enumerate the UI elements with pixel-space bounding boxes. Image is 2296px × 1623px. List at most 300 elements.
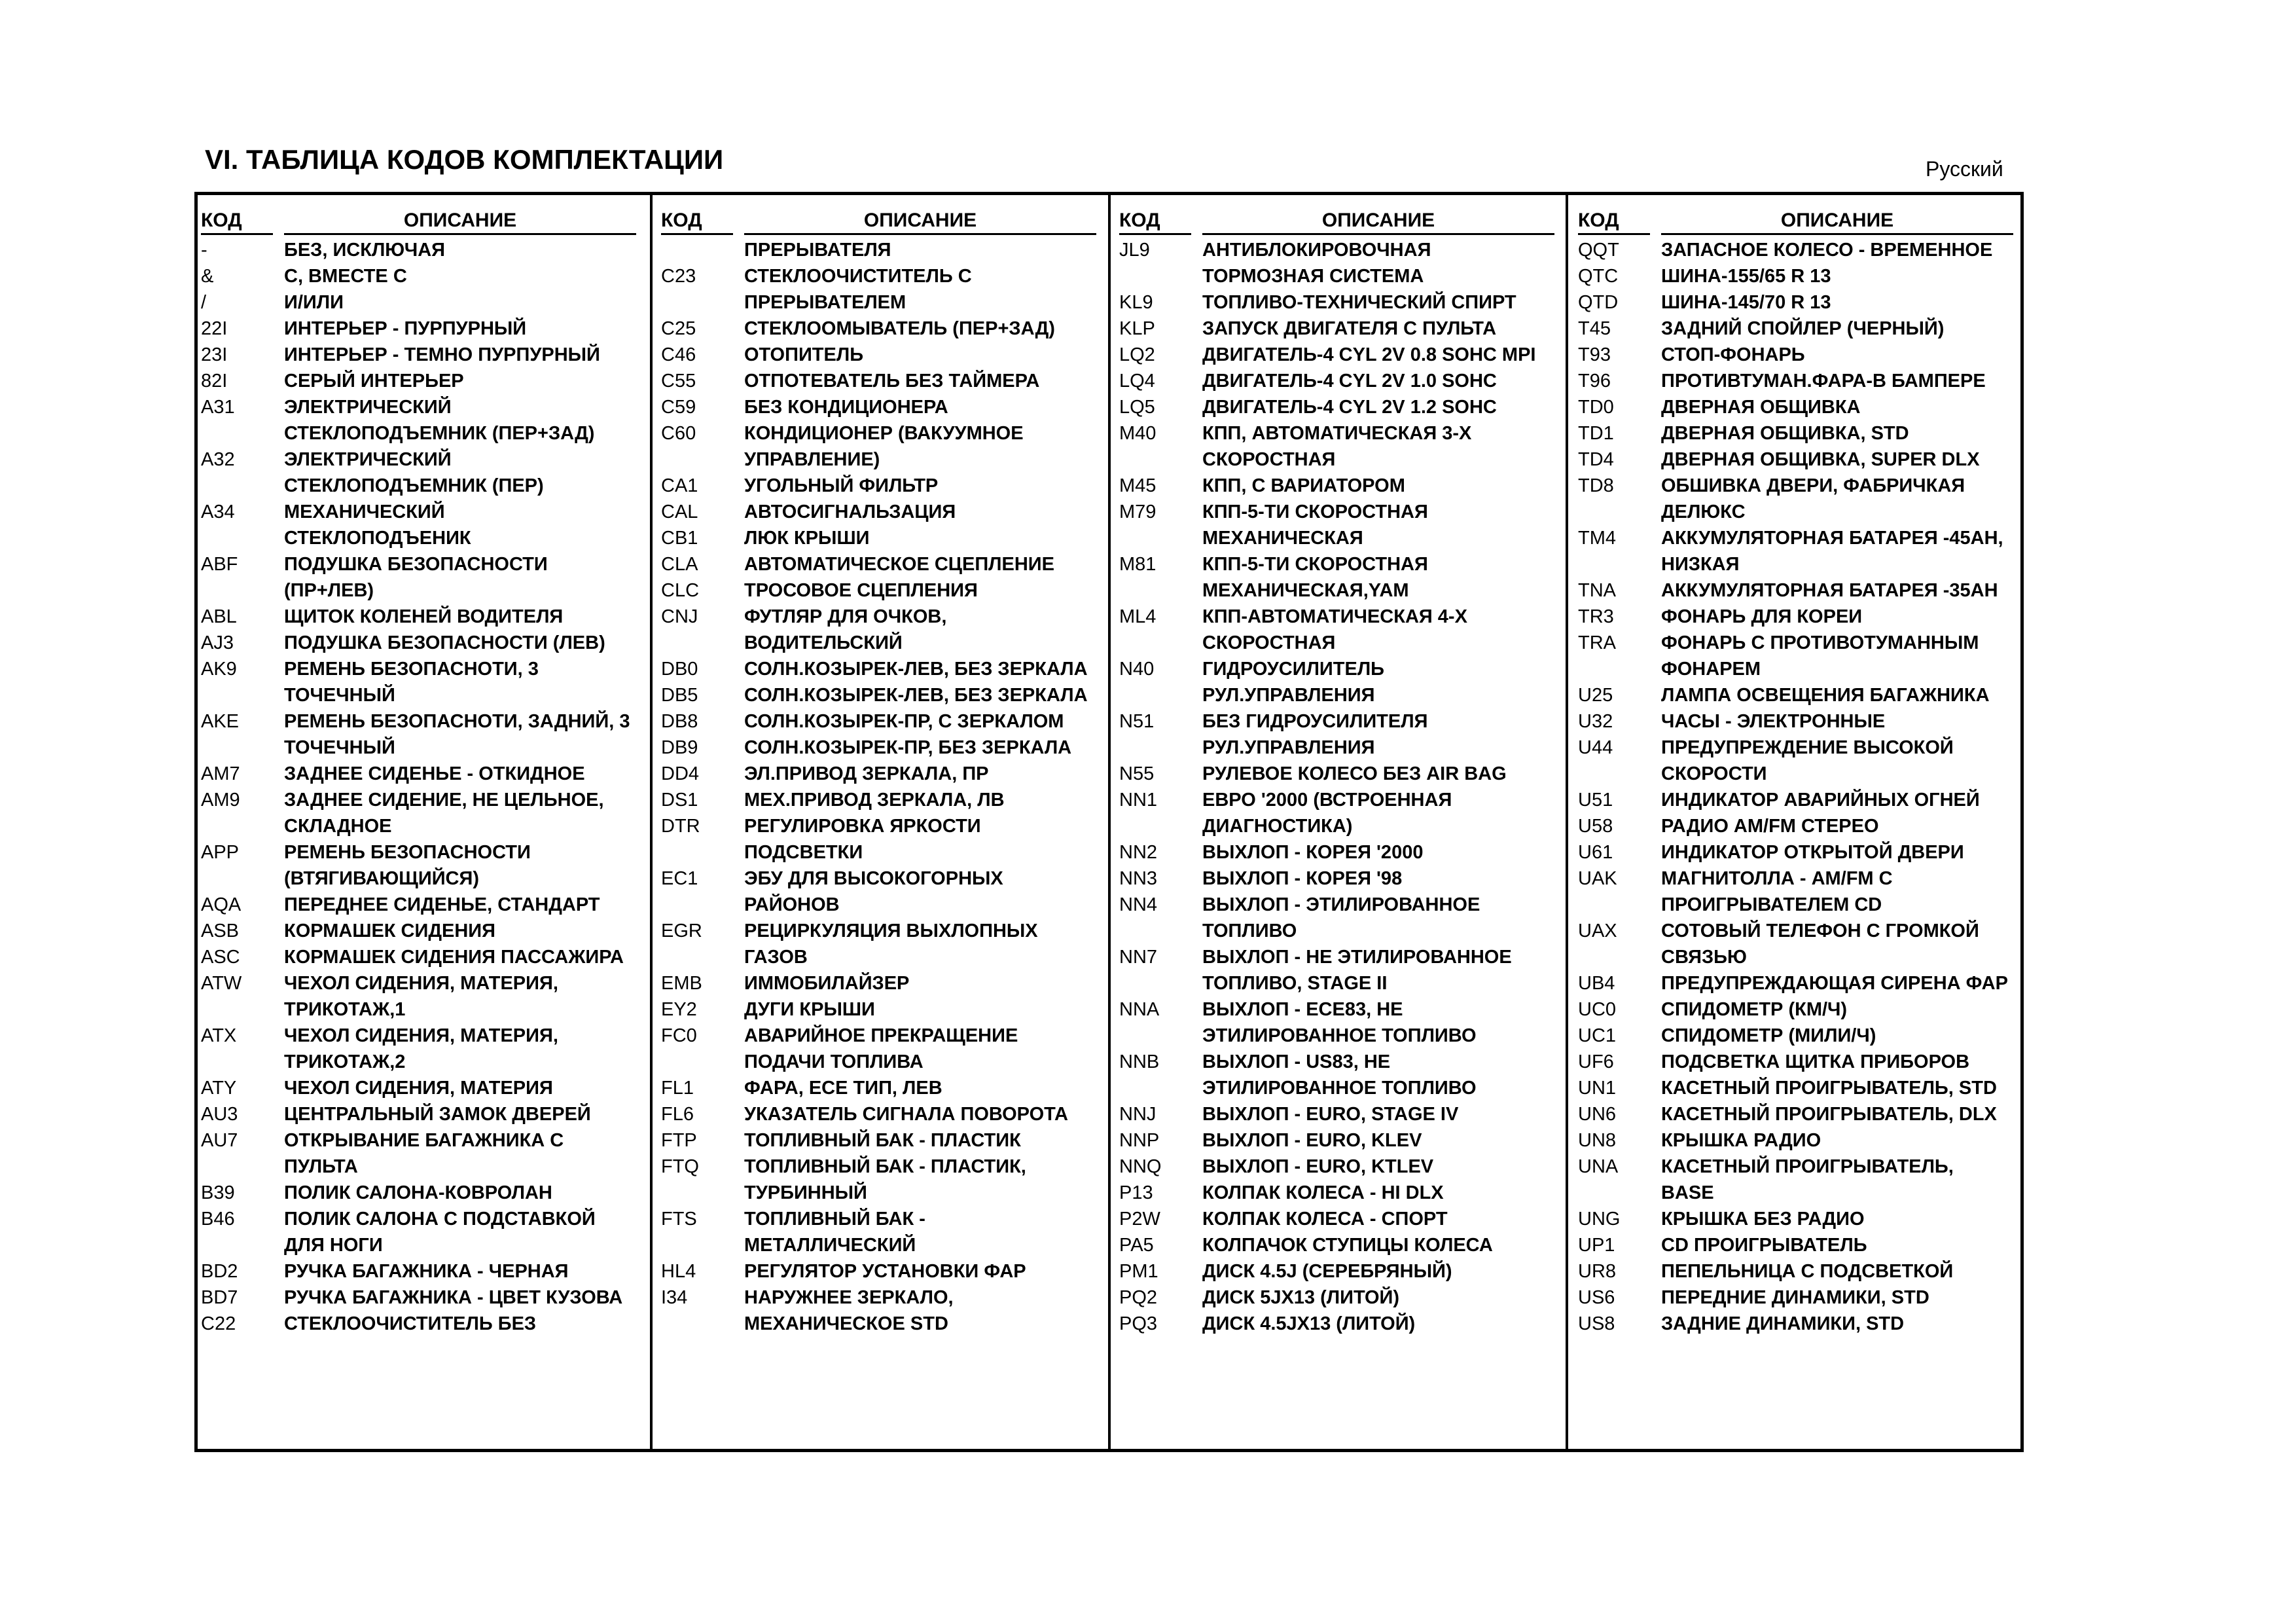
description-line: С, ВМЕСТЕ С bbox=[284, 266, 407, 287]
option-description bbox=[284, 787, 664, 839]
option-description bbox=[1661, 630, 2041, 682]
table-row bbox=[1119, 342, 1582, 368]
table-row bbox=[201, 316, 664, 342]
table-row bbox=[201, 499, 664, 551]
table-row bbox=[201, 918, 664, 944]
description-line: МЕХАНИЧЕСКИЙ bbox=[284, 501, 445, 522]
description-line: РУЛЕВОЕ КОЛЕСО БЕЗ AIR BAG bbox=[1202, 763, 1507, 784]
header-code: КОД bbox=[201, 210, 273, 235]
description-line: ДЕЛЮКС bbox=[1661, 501, 1746, 522]
language-label: Русский bbox=[1926, 157, 2003, 181]
option-description bbox=[284, 918, 664, 944]
option-description bbox=[1661, 970, 2041, 996]
table-row bbox=[1119, 866, 1582, 892]
description-line: СКОРОСТИ bbox=[1661, 763, 1767, 784]
description-line: ДВИГАТЕЛЬ-4 CYL 2V 0.8 SOHC MPI bbox=[1202, 344, 1536, 365]
description-line: МЕХАНИЧЕСКАЯ,YAM bbox=[1202, 580, 1409, 601]
option-code: NN3 bbox=[1119, 868, 1158, 889]
option-description bbox=[744, 604, 1124, 656]
option-description bbox=[284, 237, 664, 263]
option-description bbox=[1661, 918, 2041, 970]
table-row bbox=[1578, 1206, 2041, 1232]
description-line: ФАРА, ЕСЕ ТИП, ЛЕВ bbox=[744, 1078, 942, 1099]
option-code: A34 bbox=[201, 501, 235, 522]
description-line: РЕЦИРКУЛЯЦИЯ ВЫХЛОПНЫХ bbox=[744, 921, 1038, 941]
option-code: UR8 bbox=[1578, 1261, 1617, 1282]
description-line: ОТПОТЕВАТЕЛЬ БЕЗ ТАЙМЕРА bbox=[744, 371, 1040, 392]
table-row bbox=[1119, 368, 1582, 394]
description-line: ШИНА-145/70 R 13 bbox=[1661, 292, 1831, 313]
option-code: LQ5 bbox=[1119, 397, 1155, 418]
option-description bbox=[744, 551, 1124, 577]
header-description: ОПИСАНИЕ bbox=[1661, 210, 2013, 235]
option-description bbox=[1661, 263, 2041, 289]
option-description bbox=[284, 394, 664, 447]
option-code: DB0 bbox=[661, 659, 698, 680]
option-code: M45 bbox=[1119, 475, 1157, 496]
table-row bbox=[201, 892, 664, 918]
option-code: ABL bbox=[201, 606, 237, 627]
description-line: ПЕПЕЛЬНИЦА С ПОДСВЕТКОЙ bbox=[1661, 1261, 1954, 1282]
option-description bbox=[1202, 289, 1582, 316]
option-code: PQ3 bbox=[1119, 1313, 1158, 1334]
option-description bbox=[1202, 1232, 1582, 1258]
option-description bbox=[284, 1285, 664, 1311]
option-code: T93 bbox=[1578, 344, 1611, 365]
option-code: ASB bbox=[201, 921, 240, 941]
table-row bbox=[661, 1258, 1124, 1285]
description-line: ДВИГАТЕЛЬ-4 CYL 2V 1.2 SOHC bbox=[1202, 397, 1497, 418]
description-line: ВЫХЛОП - EURO, STAGE IV bbox=[1202, 1104, 1459, 1125]
table-row bbox=[661, 970, 1124, 996]
table-row bbox=[201, 1285, 664, 1311]
option-code: TD8 bbox=[1578, 475, 1614, 496]
description-line: ПРЕДУПРЕЖДЕНИЕ ВЫСОКОЙ bbox=[1661, 737, 1954, 758]
option-description bbox=[744, 813, 1124, 866]
option-code: UAK bbox=[1578, 868, 1617, 889]
description-line: ЭЛ.ПРИВОД ЗЕРКАЛА, ПР bbox=[744, 763, 989, 784]
table-row bbox=[201, 368, 664, 394]
table-row bbox=[1578, 237, 2041, 263]
description-line: ЧЕХОЛ СИДЕНИЯ, МАТЕРИЯ, bbox=[284, 1025, 558, 1046]
option-description bbox=[284, 970, 664, 1023]
option-code: AKE bbox=[201, 711, 240, 732]
option-code: EY2 bbox=[661, 999, 697, 1020]
description-line: ПОЛИК САЛОНА С ПОДСТАВКОЙ bbox=[284, 1209, 596, 1230]
table-row bbox=[661, 735, 1124, 761]
table-row bbox=[201, 237, 664, 263]
option-description bbox=[284, 708, 664, 761]
option-code: ATY bbox=[201, 1078, 237, 1099]
description-line: РУЧКА БАГАЖНИКА - ЧЕРНАЯ bbox=[284, 1261, 569, 1282]
option-code: NNP bbox=[1119, 1130, 1160, 1151]
description-line: ТОРМОЗНАЯ СИСТЕМА bbox=[1202, 266, 1424, 287]
description-line: (ВТЯГИВАЮЩИЙСЯ) bbox=[284, 868, 479, 889]
option-description bbox=[1202, 944, 1582, 996]
option-code: I34 bbox=[661, 1287, 688, 1308]
option-description bbox=[1202, 1127, 1582, 1154]
option-code: TRA bbox=[1578, 632, 1616, 653]
option-description bbox=[1661, 447, 2041, 473]
header-code: КОД bbox=[1119, 210, 1191, 235]
description-line: СОТОВЫЙ ТЕЛЕФОН С ГРОМКОЙ bbox=[1661, 921, 1979, 941]
table-row bbox=[1578, 1154, 2041, 1206]
option-description bbox=[1202, 237, 1582, 289]
description-line: КОЛПАК КОЛЕСА - HI DLX bbox=[1202, 1182, 1444, 1203]
option-description bbox=[284, 630, 664, 656]
option-description bbox=[1661, 866, 2041, 918]
description-line: КРЫШКА БЕЗ РАДИО bbox=[1661, 1209, 1865, 1230]
option-description bbox=[1661, 1154, 2041, 1206]
option-code: C22 bbox=[201, 1313, 236, 1334]
option-code: TM4 bbox=[1578, 528, 1616, 549]
table-row bbox=[1119, 420, 1582, 473]
option-description bbox=[1202, 892, 1582, 944]
option-description bbox=[1661, 577, 2041, 604]
table-row bbox=[1119, 473, 1582, 499]
option-description bbox=[1661, 1311, 2041, 1337]
option-description bbox=[1202, 394, 1582, 420]
option-description bbox=[744, 996, 1124, 1023]
table-row bbox=[201, 394, 664, 447]
option-code: FTS bbox=[661, 1209, 697, 1230]
description-line: КАСЕТНЫЙ ПРОИГРЫВАТЕЛЬ, DLX bbox=[1661, 1104, 1997, 1125]
description-line: СОЛН.КОЗЫРЕК-ПР, С ЗЕРКАЛОМ bbox=[744, 711, 1064, 732]
table-row bbox=[1119, 289, 1582, 316]
table-row bbox=[1119, 944, 1582, 996]
option-description bbox=[744, 1258, 1124, 1285]
option-description bbox=[1661, 839, 2041, 866]
description-line: НИЗКАЯ bbox=[1661, 554, 1740, 575]
description-line: ПРОИГРЫВАТЕЛЕМ CD bbox=[1661, 894, 1882, 915]
option-code: NNA bbox=[1119, 999, 1160, 1020]
option-code: US6 bbox=[1578, 1287, 1615, 1308]
description-line: РУЛ.УПРАВЛЕНИЯ bbox=[1202, 685, 1375, 706]
column-header bbox=[1578, 210, 2041, 237]
option-code: ATX bbox=[201, 1025, 237, 1046]
description-line: СТЕКЛООЧИСТИТЕЛЬ С bbox=[744, 266, 972, 287]
description-line: ВОДИТЕЛЬСКИЙ bbox=[744, 632, 903, 653]
option-description bbox=[744, 525, 1124, 551]
description-line: ЛЮК КРЫШИ bbox=[744, 528, 870, 549]
description-line: СОЛН.КОЗЫРЕК-ЛЕВ, БЕЗ ЗЕРКАЛА bbox=[744, 685, 1088, 706]
option-code: UNG bbox=[1578, 1209, 1621, 1230]
option-code: PM1 bbox=[1119, 1261, 1158, 1282]
table-row bbox=[1578, 630, 2041, 682]
option-description bbox=[744, 1101, 1124, 1127]
description-line: ТОПЛИВНЫЙ БАК - ПЛАСТИК, bbox=[744, 1156, 1026, 1177]
description-line: ФОНАРЬ С ПРОТИВОТУМАННЫМ bbox=[1661, 632, 1979, 653]
option-description bbox=[744, 420, 1124, 473]
header-description: ОПИСАНИЕ bbox=[1202, 210, 1554, 235]
option-description bbox=[1202, 708, 1582, 761]
option-description bbox=[1661, 787, 2041, 813]
description-line: ШИНА-155/65 R 13 bbox=[1661, 266, 1831, 287]
table-row bbox=[661, 761, 1124, 787]
option-code: U44 bbox=[1578, 737, 1613, 758]
option-description bbox=[744, 237, 1124, 263]
description-line: ДУГИ КРЫШИ bbox=[744, 999, 875, 1020]
option-code: AK9 bbox=[201, 659, 237, 680]
description-line: РАДИО AM/FM СТЕРЕО bbox=[1661, 816, 1879, 837]
option-description bbox=[1202, 866, 1582, 892]
option-description bbox=[1202, 604, 1582, 656]
option-description bbox=[284, 1206, 664, 1258]
option-description bbox=[284, 892, 664, 918]
option-code: FTQ bbox=[661, 1156, 699, 1177]
description-line: СТОП-ФОНАРЬ bbox=[1661, 344, 1805, 365]
option-code: US8 bbox=[1578, 1313, 1615, 1334]
table-row bbox=[1578, 394, 2041, 420]
table-row bbox=[1119, 996, 1582, 1049]
description-line: ПРЕРЫВАТЕЛЯ bbox=[744, 240, 891, 261]
description-line: АНТИБЛОКИРОВОЧНАЯ bbox=[1202, 240, 1431, 261]
table-row bbox=[1578, 604, 2041, 630]
table-row bbox=[1578, 577, 2041, 604]
description-line: ТРИКОТАЖ,1 bbox=[284, 999, 406, 1020]
option-code: AJ3 bbox=[201, 632, 234, 653]
table-row bbox=[1119, 1049, 1582, 1101]
option-code: CLA bbox=[661, 554, 698, 575]
description-line: РЕМЕНЬ БЕЗОПАСНОТИ, ЗАДНИЙ, 3 bbox=[284, 711, 630, 732]
page-title: VI. ТАБЛИЦА КОДОВ КОМПЛЕКТАЦИИ bbox=[205, 144, 724, 175]
option-description bbox=[284, 1180, 664, 1206]
table-row bbox=[1578, 787, 2041, 813]
description-line: ЭТИЛИРОВАННОЕ ТОПЛИВО bbox=[1202, 1078, 1477, 1099]
option-code: NN1 bbox=[1119, 790, 1158, 811]
table-row bbox=[1578, 1101, 2041, 1127]
description-line: ЧАСЫ - ЭЛЕКТРОННЫЕ bbox=[1661, 711, 1886, 732]
description-line: ЩИТОК КОЛЕНЕЙ ВОДИТЕЛЯ bbox=[284, 606, 564, 627]
header-description: ОПИСАНИЕ bbox=[284, 210, 636, 235]
option-description bbox=[284, 499, 664, 551]
table-row bbox=[661, 866, 1124, 918]
option-description bbox=[284, 1127, 664, 1180]
description-line: ОТОПИТЕЛЬ bbox=[744, 344, 864, 365]
description-line: ВЫХЛОП - НЕ ЭТИЛИРОВАННОЕ bbox=[1202, 947, 1512, 968]
description-line: АККУМУЛЯТОРНАЯ БАТАРЕЯ -45АН, bbox=[1661, 528, 2003, 549]
description-line: БЕЗ ГИДРОУСИЛИТЕЛЯ bbox=[1202, 711, 1428, 732]
description-line: РАЙОНОВ bbox=[744, 894, 840, 915]
description-line: РУЧКА БАГАЖНИКА - ЦВЕТ КУЗОВА bbox=[284, 1287, 623, 1308]
table-row bbox=[661, 577, 1124, 604]
description-line: ГАЗОВ bbox=[744, 947, 808, 968]
option-description bbox=[744, 787, 1124, 813]
option-code: LQ2 bbox=[1119, 344, 1155, 365]
option-code: P13 bbox=[1119, 1182, 1153, 1203]
table-row bbox=[201, 447, 664, 499]
option-code: U61 bbox=[1578, 842, 1613, 863]
option-code: ABF bbox=[201, 554, 238, 575]
option-description bbox=[744, 1075, 1124, 1101]
description-line: ЭЛЕКТРИЧЕСКИЙ bbox=[284, 449, 452, 470]
option-description bbox=[1202, 420, 1582, 473]
table-row bbox=[1119, 1127, 1582, 1154]
description-line: КАСЕТНЫЙ ПРОИГРЫВАТЕЛЬ, bbox=[1661, 1156, 1954, 1177]
description-line: МЕХАНИЧЕСКОЕ STD bbox=[744, 1313, 948, 1334]
option-code: P2W bbox=[1119, 1209, 1160, 1230]
table-row bbox=[1119, 551, 1582, 604]
option-code: T45 bbox=[1578, 318, 1611, 339]
option-description bbox=[1202, 316, 1582, 342]
option-code: U25 bbox=[1578, 685, 1613, 706]
table-row bbox=[1119, 237, 1582, 289]
description-line: ОТКРЫВАНИЕ БАГАЖНИКА С bbox=[284, 1130, 564, 1151]
option-code: EMB bbox=[661, 973, 702, 994]
description-line: УГОЛЬНЫЙ ФИЛЬТР bbox=[744, 475, 939, 496]
description-line: ДВЕРНАЯ ОБЩИВКА, STD bbox=[1661, 423, 1909, 444]
description-line: ГИДРОУСИЛИТЕЛЬ bbox=[1202, 659, 1385, 680]
option-code: BD7 bbox=[201, 1287, 238, 1308]
description-line: КАСЕТНЫЙ ПРОИГРЫВАТЕЛЬ, STD bbox=[1661, 1078, 1997, 1099]
option-code: FTP bbox=[661, 1130, 697, 1151]
option-description bbox=[744, 316, 1124, 342]
option-description bbox=[744, 761, 1124, 787]
option-code: AU3 bbox=[201, 1104, 238, 1125]
description-line: ФУТЛЯР ДЛЯ ОЧКОВ, bbox=[744, 606, 947, 627]
option-code: TNA bbox=[1578, 580, 1616, 601]
option-code: B46 bbox=[201, 1209, 235, 1230]
table-row bbox=[661, 1101, 1124, 1127]
table-row bbox=[661, 1075, 1124, 1101]
table-row bbox=[661, 656, 1124, 682]
table-row bbox=[201, 1311, 664, 1337]
option-code: PA5 bbox=[1119, 1235, 1154, 1256]
table-row bbox=[661, 682, 1124, 708]
table-column-2 bbox=[661, 210, 1124, 1337]
option-description bbox=[1661, 342, 2041, 368]
description-line: ЗАДНИЙ СПОЙЛЕР (ЧЕРНЫЙ) bbox=[1661, 318, 1945, 339]
description-line: ЗАДНЕЕ СИДЕНИЕ, НЕ ЦЕЛЬНОЕ, bbox=[284, 790, 604, 811]
option-description bbox=[1202, 342, 1582, 368]
option-description bbox=[744, 499, 1124, 525]
option-description bbox=[1661, 1285, 2041, 1311]
option-description bbox=[1661, 420, 2041, 447]
table-row bbox=[201, 551, 664, 604]
description-line: ВЫХЛОП - КОРЕЯ '2000 bbox=[1202, 842, 1424, 863]
option-description bbox=[1661, 1258, 2041, 1285]
option-code: UP1 bbox=[1578, 1235, 1615, 1256]
option-description bbox=[1661, 1075, 2041, 1101]
option-code: KL9 bbox=[1119, 292, 1153, 313]
table-row bbox=[1578, 735, 2041, 787]
description-line: ПРОТИВТУМАН.ФАРА-В БАМПЕРЕ bbox=[1661, 371, 1986, 392]
option-description bbox=[1202, 839, 1582, 866]
option-code: UN8 bbox=[1578, 1130, 1617, 1151]
option-description bbox=[1661, 735, 2041, 787]
option-code: & bbox=[201, 266, 214, 287]
option-code: BD2 bbox=[201, 1261, 238, 1282]
table-row bbox=[201, 630, 664, 656]
option-description bbox=[284, 1311, 664, 1337]
option-code: UN6 bbox=[1578, 1104, 1617, 1125]
option-description bbox=[1202, 787, 1582, 839]
option-code: C55 bbox=[661, 371, 696, 392]
option-code: UAX bbox=[1578, 921, 1617, 941]
description-line: ПОДСВЕТКА ЩИТКА ПРИБОРОВ bbox=[1661, 1051, 1970, 1072]
option-description bbox=[284, 1023, 664, 1075]
option-description bbox=[1202, 1311, 1582, 1337]
option-description bbox=[1202, 1258, 1582, 1285]
table-row bbox=[1578, 813, 2041, 839]
description-line: РУЛ.УПРАВЛЕНИЯ bbox=[1202, 737, 1375, 758]
description-line: И/ИЛИ bbox=[284, 292, 344, 313]
table-row bbox=[661, 604, 1124, 656]
option-code: A31 bbox=[201, 397, 235, 418]
description-line: УПРАВЛЕНИЕ) bbox=[744, 449, 880, 470]
table-row bbox=[661, 316, 1124, 342]
table-row bbox=[201, 787, 664, 839]
description-line: АВТОМАТИЧЕСКОЕ СЦЕПЛЕНИЕ bbox=[744, 554, 1054, 575]
description-line: ИНДИКАТОР АВАРИЙНЫХ ОГНЕЙ bbox=[1661, 790, 1980, 811]
table-row bbox=[201, 263, 664, 289]
table-row bbox=[661, 420, 1124, 473]
table-row bbox=[661, 342, 1124, 368]
option-description bbox=[744, 394, 1124, 420]
option-description bbox=[1661, 1023, 2041, 1049]
table-row bbox=[1578, 1075, 2041, 1101]
option-code: N51 bbox=[1119, 711, 1155, 732]
option-code: EC1 bbox=[661, 868, 698, 889]
description-line: СТЕКЛООЧИСТИТЕЛЬ БЕЗ bbox=[284, 1313, 537, 1334]
option-code: CA1 bbox=[661, 475, 698, 496]
option-description bbox=[1661, 1127, 2041, 1154]
description-line: СТЕКЛОПОДЪЕНИК bbox=[284, 528, 471, 549]
table-row bbox=[201, 289, 664, 316]
option-description bbox=[1202, 1154, 1582, 1180]
description-line: СКОРОСТНАЯ bbox=[1202, 632, 1336, 653]
option-description bbox=[284, 656, 664, 708]
option-description bbox=[744, 577, 1124, 604]
table-row bbox=[1578, 263, 2041, 289]
description-line: ЕВРО '2000 (ВСТРОЕННАЯ bbox=[1202, 790, 1452, 811]
code-list bbox=[661, 237, 1124, 1337]
description-line: ИНТЕРЬЕР - ТЕМНО ПУРПУРНЫЙ bbox=[284, 344, 600, 365]
description-line: ИММОБИЛАЙЗЕР bbox=[744, 973, 910, 994]
option-description bbox=[744, 1023, 1124, 1075]
table-row bbox=[1119, 1258, 1582, 1285]
option-code: CNJ bbox=[661, 606, 698, 627]
option-description bbox=[284, 1101, 664, 1127]
table-row bbox=[661, 368, 1124, 394]
description-line: БЕЗ, ИСКЛЮЧАЯ bbox=[284, 240, 445, 261]
table-row bbox=[661, 996, 1124, 1023]
option-code: ML4 bbox=[1119, 606, 1157, 627]
table-row bbox=[1578, 420, 2041, 447]
option-code: ASC bbox=[201, 947, 240, 968]
table-row bbox=[201, 1180, 664, 1206]
option-description bbox=[1661, 368, 2041, 394]
option-description bbox=[284, 316, 664, 342]
description-line: ВЫХЛОП - US83, НЕ bbox=[1202, 1051, 1391, 1072]
table-row bbox=[661, 1285, 1124, 1337]
description-line: ПУЛЬТА bbox=[284, 1156, 358, 1177]
option-code: 23I bbox=[201, 344, 228, 365]
description-line: ТОПЛИВНЫЙ БАК - ПЛАСТИК bbox=[744, 1130, 1021, 1151]
description-line: ЧЕХОЛ СИДЕНИЯ, МАТЕРИЯ, bbox=[284, 973, 558, 994]
description-line: КРЫШКА РАДИО bbox=[1661, 1130, 1821, 1151]
description-line: ЗАДНЕЕ СИДЕНЬЕ - ОТКИДНОЕ bbox=[284, 763, 585, 784]
description-line: ТОЧЕЧНЫЙ bbox=[284, 737, 395, 758]
option-description bbox=[1202, 473, 1582, 499]
option-code: UC0 bbox=[1578, 999, 1617, 1020]
option-code: CLC bbox=[661, 580, 700, 601]
option-code: DB8 bbox=[661, 711, 698, 732]
table-row bbox=[1578, 473, 2041, 525]
option-code: KLP bbox=[1119, 318, 1155, 339]
table-row bbox=[1119, 656, 1582, 708]
option-code: NNB bbox=[1119, 1051, 1160, 1072]
